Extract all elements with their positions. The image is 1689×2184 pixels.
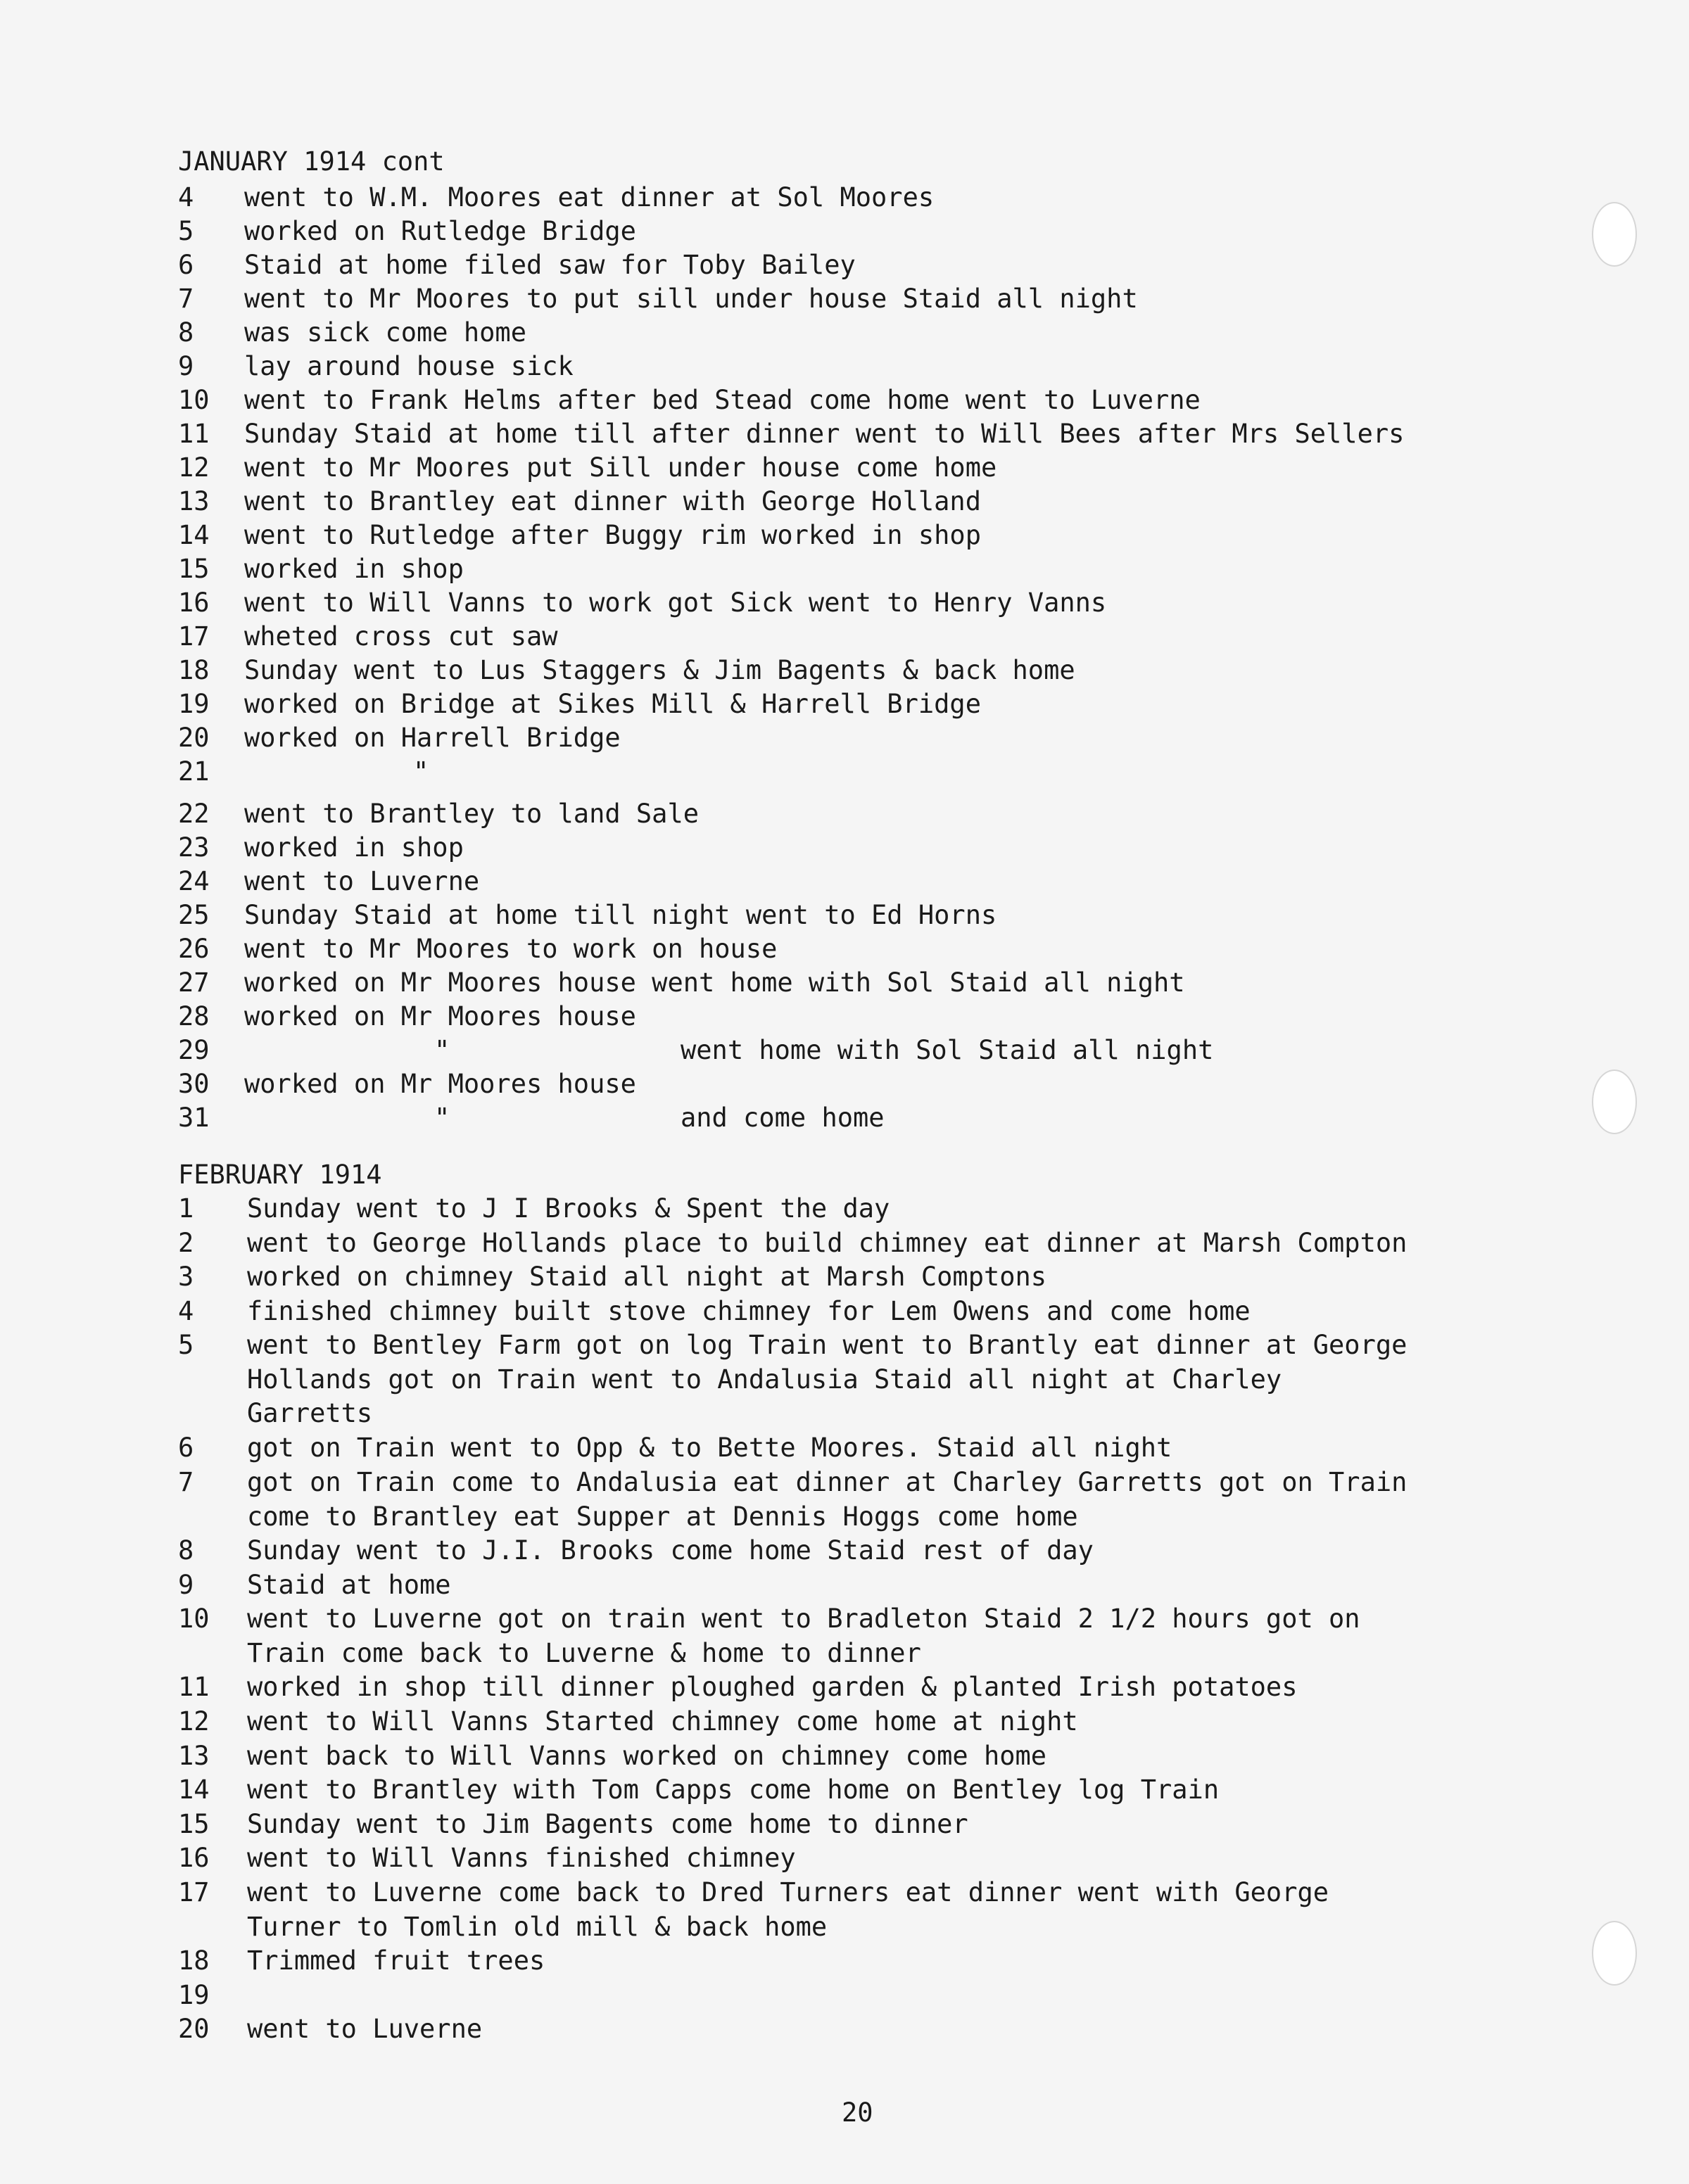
entry-text-line: went back to Will Vanns worked on chimney come home: [247, 1741, 1047, 1771]
binder-hole: [1592, 202, 1637, 267]
entry-text: Staid at home filed saw for Toby Bailey: [244, 250, 856, 280]
entry-day: 14: [178, 520, 210, 550]
entry-day: 24: [178, 866, 210, 896]
entry-day: 17: [178, 621, 210, 652]
entry-text: went to Luverne: [244, 866, 480, 896]
entry-text-line: went to Luverne: [247, 2014, 483, 2044]
entry-day: 9: [178, 351, 194, 381]
diary-entry: [178, 1535, 1586, 1569]
diary-entry: [178, 1774, 1586, 1808]
entry-text-line: Sunday went to Jim Bagents come home to dinner: [247, 1809, 968, 1839]
entry-text-line: went to Bentley Farm got on log Train went to Brantly eat dinner at George: [247, 1330, 1408, 1360]
entry-text-line: went to Luverne got on train went to Bradleton Staid 2 1/2 hours got on: [247, 1604, 1360, 1634]
entry-day: 1: [178, 1193, 194, 1224]
diary-entry: [178, 1227, 1586, 1262]
entry-text: worked in shop: [244, 832, 464, 863]
ditto-mark: ": [434, 1103, 450, 1133]
entry-text: worked on Bridge at Sikes Mill & Harrell Bridge: [244, 689, 981, 719]
entry-day: 2: [178, 1228, 194, 1258]
january-heading: JANUARY 1914 cont: [178, 146, 445, 177]
entry-day: 20: [178, 723, 210, 753]
entry-day: 18: [178, 655, 210, 685]
diary-entry: [178, 1877, 1586, 1945]
entry-day: 29: [178, 1035, 210, 1065]
entry-text-line: Train come back to Luverne & home to dinner: [247, 1638, 921, 1668]
entry-text-line: went to Will Vanns Started chimney come home at night: [247, 1706, 1078, 1737]
entry-day: 26: [178, 934, 210, 964]
entry-text: went to Frank Helms after bed Stead come home went to Luverne: [244, 385, 1201, 415]
entry-day: 13: [178, 486, 210, 516]
entry-day: 16: [178, 588, 210, 618]
entry-day: 21: [178, 756, 210, 787]
diary-entry: [178, 1671, 1586, 1706]
entry-day: 22: [178, 799, 210, 829]
diary-entry: [178, 1466, 1586, 1535]
entry-day: 31: [178, 1103, 210, 1133]
entry-day: 13: [178, 1741, 210, 1771]
entry-day: 28: [178, 1001, 210, 1031]
entry-text: and come home: [681, 1103, 885, 1133]
entry-day: 12: [178, 1706, 210, 1737]
entry-day: 27: [178, 967, 210, 998]
entry-text-line: finished chimney built stove chimney for Lem Owens and come home: [247, 1296, 1251, 1326]
entry-text-line: Turner to Tomlin old mill & back home: [247, 1912, 828, 1942]
entry-day: 4: [178, 182, 194, 212]
entry-text: worked on Rutledge Bridge: [244, 216, 636, 246]
entry-text: went to Rutledge after Buggy rim worked in shop: [244, 520, 981, 550]
entry-text: worked on Mr Moores house: [244, 1069, 636, 1099]
entry-text-line: went to Will Vanns finished chimney: [247, 1843, 796, 1873]
entry-day: 10: [178, 1604, 210, 1634]
entry-text-line: Staid at home: [247, 1570, 451, 1600]
diary-entry: [178, 1329, 1586, 1432]
entry-text: Sunday Staid at home till night went to Ed Horns: [244, 900, 997, 930]
ditto-mark: ": [434, 1035, 450, 1065]
entry-text: went home with Sol Staid all night: [681, 1035, 1214, 1065]
diary-entry: [178, 1706, 1586, 1740]
entry-day: 7: [178, 1467, 194, 1497]
diary-entry: [178, 1261, 1586, 1295]
entry-day: 8: [178, 1535, 194, 1566]
diary-entry: [178, 1945, 1586, 1979]
entry-text: worked on Mr Moores house went home with Sol Staid all night: [244, 967, 1185, 998]
diary-entry: [178, 1842, 1586, 1877]
entry-text-line: worked on chimney Staid all night at Marsh Comptons: [247, 1262, 1047, 1292]
entry-day: 14: [178, 1775, 210, 1805]
entry-text-line: went to Brantley with Tom Capps come home on Bentley log Train: [247, 1775, 1220, 1805]
entry-day: 20: [178, 2014, 210, 2044]
entry-day: 9: [178, 1570, 194, 1600]
binder-hole: [1592, 1921, 1637, 1986]
ditto-mark: ": [413, 756, 429, 787]
entry-text-line: got on Train come to Andalusia eat dinner at Charley Garretts got on Train: [247, 1467, 1408, 1497]
entry-day: 6: [178, 1433, 194, 1463]
entry-day: 25: [178, 900, 210, 930]
diary-entry: [178, 1808, 1586, 1843]
entry-day: 12: [178, 452, 210, 483]
entry-text-line: Sunday went to J I Brooks & Spent the day: [247, 1193, 890, 1224]
entry-day: 5: [178, 216, 194, 246]
entry-text: went to Will Vanns to work got Sick went to Henry Vanns: [244, 588, 1107, 618]
diary-entry: [178, 1432, 1586, 1466]
entry-text: worked in shop: [244, 554, 464, 584]
entry-day: 19: [178, 689, 210, 719]
diary-entry: [178, 1295, 1586, 1330]
entry-text: went to Mr Moores put Sill under house come home: [244, 452, 997, 483]
entry-text: went to Brantley eat dinner with George Holland: [244, 486, 981, 516]
entry-text: worked on Mr Moores house: [244, 1001, 636, 1031]
entry-text: wheted cross cut saw: [244, 621, 558, 652]
diary-entry: [178, 1603, 1586, 1671]
entry-text-line: worked in shop till dinner ploughed garden & planted Irish potatoes: [247, 1672, 1298, 1702]
binder-hole: [1592, 1069, 1637, 1134]
entry-text: Sunday Staid at home till after dinner went to Will Bees after Mrs Sellers: [244, 419, 1405, 449]
entry-day: 11: [178, 419, 210, 449]
entry-text-line: got on Train went to Opp & to Bette Moores. Staid all night: [247, 1433, 1172, 1463]
diary-entry: [178, 1569, 1586, 1604]
entry-day: 4: [178, 1296, 194, 1326]
entry-text: Sunday went to Lus Staggers & Jim Bagents & back home: [244, 655, 1075, 685]
entry-day: 7: [178, 284, 194, 314]
entry-text: went to Brantley to land Sale: [244, 799, 700, 829]
entry-text: went to Mr Moores to put sill under house Staid all night: [244, 284, 1138, 314]
february-heading: FEBRUARY 1914: [178, 1160, 382, 1190]
diary-entry: [178, 2013, 1586, 2048]
entry-day: 17: [178, 1877, 210, 1907]
entry-text: was sick come home: [244, 317, 526, 348]
entry-day: 23: [178, 832, 210, 863]
entry-text: went to W.M. Moores eat dinner at Sol Moores: [244, 182, 935, 212]
diary-entry: [178, 1193, 1586, 1227]
entry-text: worked on Harrell Bridge: [244, 723, 621, 753]
entry-text: went to Mr Moores to work on house: [244, 934, 778, 964]
entry-day: 3: [178, 1262, 194, 1292]
entry-text-line: Hollands got on Train went to Andalusia Staid all night at Charley: [247, 1364, 1282, 1395]
entry-day: 15: [178, 554, 210, 584]
entry-day: 10: [178, 385, 210, 415]
entry-day: 16: [178, 1843, 210, 1873]
page-number: 20: [842, 2097, 873, 2128]
entry-day: 8: [178, 317, 194, 348]
entry-text-line: went to George Hollands place to build chimney eat dinner at Marsh Compton: [247, 1228, 1408, 1258]
entry-day: 30: [178, 1069, 210, 1099]
diary-entry: [178, 1740, 1586, 1775]
entry-day: 19: [178, 1980, 210, 2010]
entry-text-line: Trimmed fruit trees: [247, 1945, 545, 1976]
entry-day: 18: [178, 1945, 210, 1976]
entry-text-line: Garretts: [247, 1398, 373, 1428]
diary-entry: [178, 1979, 1586, 2014]
entry-text-line: Sunday went to J.I. Brooks come home Staid rest of day: [247, 1535, 1094, 1566]
entry-day: 6: [178, 250, 194, 280]
entry-text-line: come to Brantley eat Supper at Dennis Hoggs come home: [247, 1502, 1078, 1532]
entry-day: 11: [178, 1672, 210, 1702]
entry-day: 5: [178, 1330, 194, 1360]
entry-text: lay around house sick: [244, 351, 574, 381]
entry-day: 15: [178, 1809, 210, 1839]
entry-text-line: went to Luverne come back to Dred Turners eat dinner went with George: [247, 1877, 1329, 1907]
